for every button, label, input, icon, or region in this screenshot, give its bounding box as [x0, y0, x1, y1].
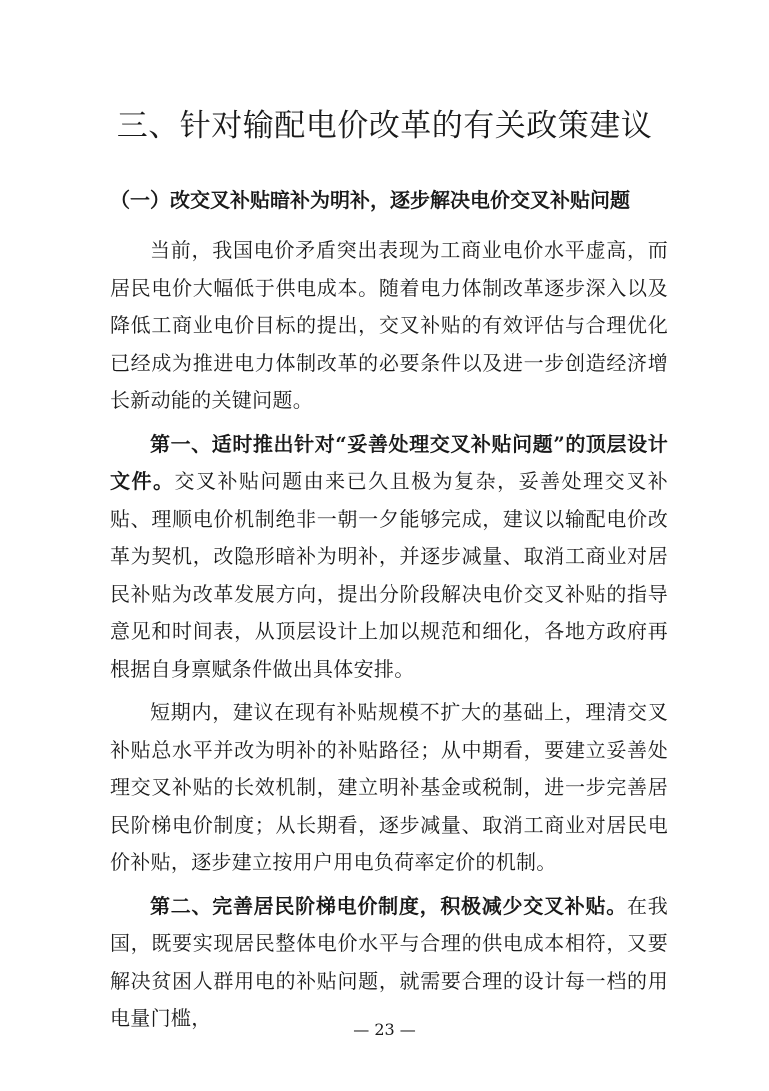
- paragraph-3: [110, 694, 668, 882]
- paragraph-1-text: 当前，我国电价矛盾突出表现为工商业电价水平虚高，而居民电价大幅低于供电成本。随着电力体制改革逐步深入以及降低工商业电价目标的提出，交叉补贴的有效评估与合理优化已经成为推进电力体制改革的必要条件以及进一步创造经济增长新动能的关键问题。: [110, 238, 668, 412]
- paragraph-2-text: 交叉补贴问题由来已久且极为复杂，妥善处理交叉补贴、理顺电价机制绝非一朝一夕能够完成，建议以输配电价改革为契机，改隐形暗补为明补，并逐步减量、取消工商业对居民补贴为改革发展方向，提出分阶段解决电价交叉补贴的指导意见和时间表，从顶层设计上加以规范和细化，各地方政府再根据自身禀赋条件做出具体安排。: [110, 469, 668, 681]
- page-title: 三、针对输配电价改革的有关政策建议: [116, 108, 653, 144]
- paragraph-4-lead: 第二、完善居民阶梯电价制度，积极减少交叉补贴。: [150, 893, 627, 918]
- paragraph-4: [110, 888, 668, 1038]
- page-number: — 23 —: [353, 1020, 416, 1039]
- paragraph-3-text: 短期内，建议在现有补贴规模不扩大的基础上，理清交叉补贴总水平并改为明补的补贴路径；从中期看，要建立妥善处理交叉补贴的长效机制，建立明补基金或税制，进一步完善居民阶梯电价制度；从长期看，逐步减量、取消工商业对居民电价补贴，逐步建立按用户用电负荷率定价的机制。: [110, 700, 668, 874]
- paragraph-4-text: 在我国，既要实现居民整体电价水平与合理的供电成本相符，又要解决贫困人群用电的补贴问题，就需要合理的设计每一档的用电量门槛，: [110, 893, 668, 1030]
- paragraph-1: [110, 232, 668, 420]
- body-text: [110, 232, 668, 1044]
- section-heading: （一）改交叉补贴暗补为明补，逐步解决电价交叉补贴问题: [110, 188, 630, 212]
- paragraph-2-lead: 第一、适时推出针对“妥善处理交叉补贴问题”的顶层设计文件。: [110, 431, 668, 493]
- paragraph-2: [110, 426, 668, 689]
